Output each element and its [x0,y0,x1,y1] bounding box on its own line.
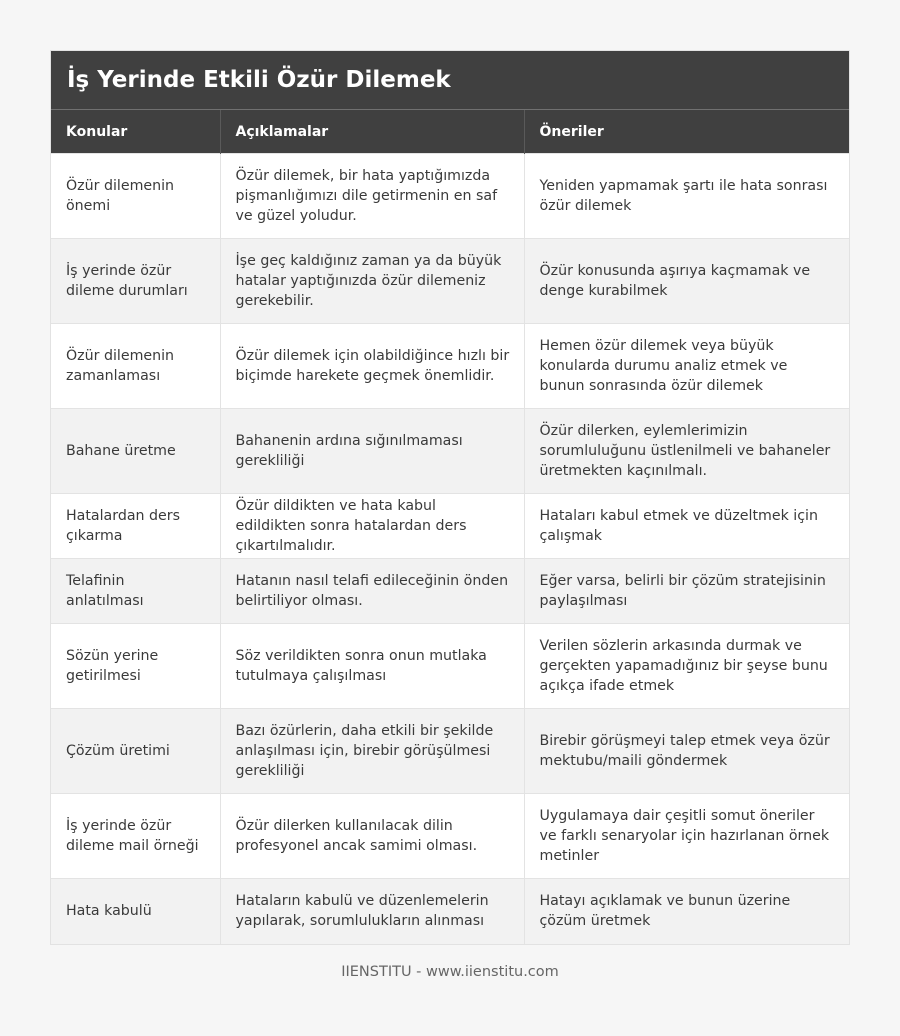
cell-description: Özür dilemek, bir hata yaptığımızda pişmanlığımızı dile getirmenin en saf ve güzel yoludur. [220,154,524,239]
cell-suggestion: Verilen sözlerin arkasında durmak ve gerçekten yapamadığınız bir şeyse bunu açıkça ifade etmek [524,624,849,709]
data-table [51,109,849,944]
cell-suggestion: Hatayı açıklamak ve bunun üzerine çözüm üretmek [524,879,849,944]
cell-description: Söz verildikten sonra onun mutlaka tutulmaya çalışılması [220,624,524,709]
cell-description: Bahanenin ardına sığınılmaması gerekliliği [220,409,524,494]
cell-description: Hatanın nasıl telafi edileceğinin önden belirtiliyor olması. [220,559,524,624]
cell-topic: İş yerinde özür dileme mail örneği [51,794,220,879]
cell-topic: Özür dilemenin önemi [51,154,220,239]
table-row [51,559,849,624]
cell-topic: Sözün yerine getirilmesi [51,624,220,709]
table-row [51,324,849,409]
cell-suggestion: Yeniden yapmamak şartı ile hata sonrası özür dilemek [524,154,849,239]
cell-suggestion: Özür dilerken, eylemlerimizin sorumluluğunu üstlenilmeli ve bahaneler üretmekten kaçınılmalı. [524,409,849,494]
cell-suggestion: Uygulamaya dair çeşitli somut öneriler ve farklı senaryolar için hazırlanan örnek metinler [524,794,849,879]
cell-description: Özür dilerken kullanılacak dilin profesyonel ancak samimi olması. [220,794,524,879]
page-title: İş Yerinde Etkili Özür Dilemek [51,51,849,109]
cell-topic: İş yerinde özür dileme durumları [51,239,220,324]
column-header-aciklamalar: Açıklamalar [220,110,524,154]
cell-description: Hataların kabulü ve düzenlemelerin yapılarak, sorumlulukların alınması [220,879,524,944]
column-header-konular: Konular [51,110,220,154]
column-header-oneriler: Öneriler [524,110,849,154]
cell-topic: Özür dilemenin zamanlaması [51,324,220,409]
content-card [51,51,849,944]
table-row [51,879,849,944]
table-row [51,239,849,324]
cell-description: İşe geç kaldığınız zaman ya da büyük hatalar yaptığınızda özür dilemeniz gerekebilir. [220,239,524,324]
cell-topic: Hata kabulü [51,879,220,944]
cell-description: Bazı özürlerin, daha etkili bir şekilde anlaşılması için, birebir görüşülmesi gerekliliği [220,709,524,794]
cell-suggestion: Birebir görüşmeyi talep etmek veya özür mektubu/maili göndermek [524,709,849,794]
table-row [51,494,849,559]
cell-topic: Telafinin anlatılması [51,559,220,624]
table-row [51,409,849,494]
cell-topic: Çözüm üretimi [51,709,220,794]
cell-suggestion: Hemen özür dilemek veya büyük konularda durumu analiz etmek ve bunun sonrasında özür dilemek [524,324,849,409]
footer-credit: IIENSTITU - www.iienstitu.com [341,964,559,980]
table-header-row [51,110,849,154]
cell-description: Özür dildikten ve hata kabul edildikten sonra hatalardan ders çıkartılmalıdır. [220,494,524,559]
cell-topic: Bahane üretme [51,409,220,494]
cell-description: Özür dilemek için olabildiğince hızlı bir biçimde harekete geçmek önemlidir. [220,324,524,409]
table-row [51,154,849,239]
cell-topic: Hatalardan ders çıkarma [51,494,220,559]
table-row [51,624,849,709]
cell-suggestion: Eğer varsa, belirli bir çözüm stratejisinin paylaşılması [524,559,849,624]
table-row [51,794,849,879]
cell-suggestion: Özür konusunda aşırıya kaçmamak ve denge kurabilmek [524,239,849,324]
cell-suggestion: Hataları kabul etmek ve düzeltmek için çalışmak [524,494,849,559]
table-row [51,709,849,794]
